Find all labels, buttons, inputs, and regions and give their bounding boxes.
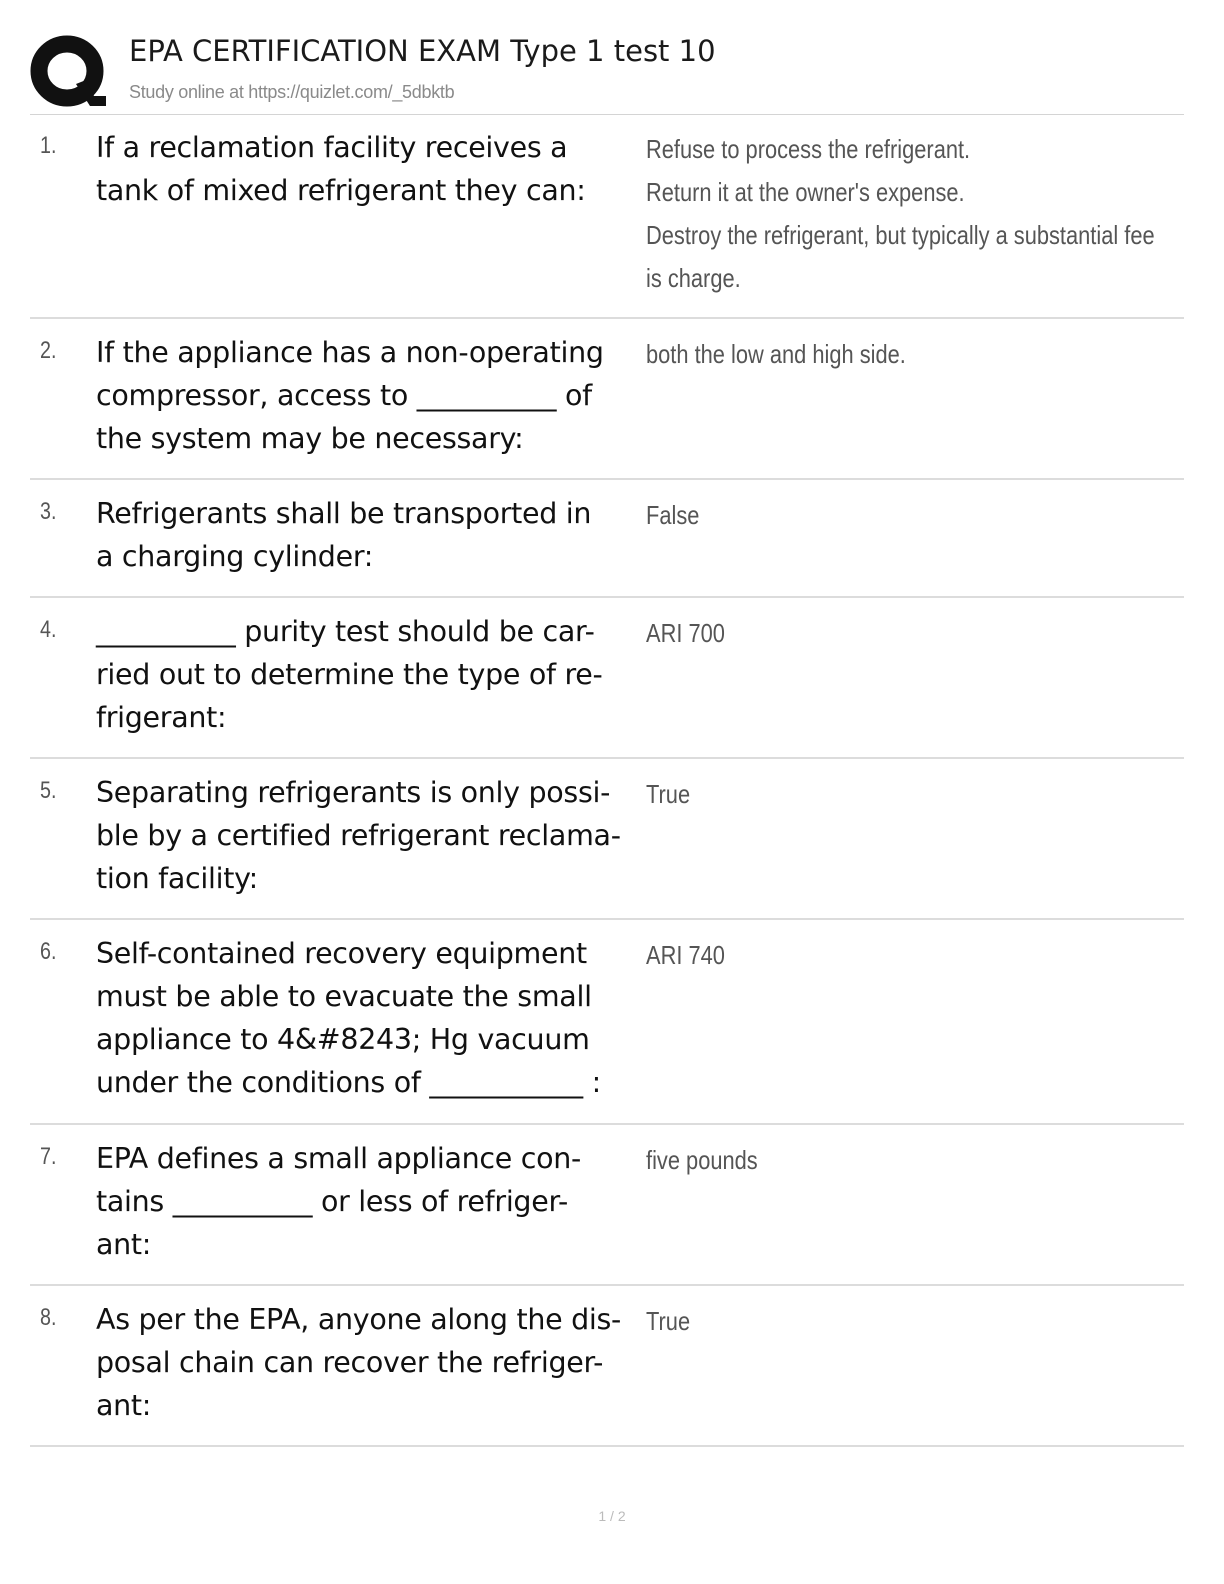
term-line: If the appliance has a non-operating: [96, 336, 604, 369]
card-number: 7.: [40, 1143, 57, 1170]
definition-line: ARI 700: [646, 618, 725, 648]
card-term: [96, 610, 644, 739]
card-term: [96, 492, 644, 578]
term-line: ried out to determine the type of re-: [96, 658, 603, 691]
card-number: 3.: [40, 498, 57, 525]
term-line: tank of mixed refrigerant they can:: [96, 174, 586, 207]
definition-line: ARI 740: [646, 940, 725, 970]
term-line: As per the EPA, anyone along the dis-: [96, 1303, 622, 1336]
page-indicator: 1 / 2: [598, 1508, 626, 1524]
definition-line: Destroy the refrigerant, but typically a substantial fee: [646, 220, 1155, 250]
study-online-link[interactable]: Study online at https://quizlet.com/_5dbktb: [129, 82, 455, 102]
flashcard-row: [30, 759, 1184, 920]
card-definition: [646, 1139, 1100, 1182]
term-line: ant:: [96, 1389, 152, 1422]
term-line: EPA defines a small appliance con-: [96, 1142, 582, 1175]
definition-line: is charge.: [646, 263, 741, 293]
term-line: appliance to 4&#8243; Hg vacuum: [96, 1023, 590, 1056]
card-term: [96, 1137, 644, 1266]
term-line: compressor, access to __________ of: [96, 379, 592, 412]
card-number: 8.: [40, 1304, 57, 1331]
card-definition: [646, 494, 1100, 537]
definition-line: five pounds: [646, 1145, 758, 1175]
term-line: under the conditions of ___________ :: [96, 1066, 601, 1099]
card-number: 4.: [40, 616, 57, 643]
card-term: [96, 331, 644, 460]
card-number: 5.: [40, 777, 57, 804]
definition-line: True: [646, 779, 691, 809]
definition-line: True: [646, 1306, 691, 1336]
term-line: Refrigerants shall be transported in: [96, 497, 592, 530]
card-definition: [646, 128, 1155, 300]
term-line: If a reclamation facility receives a: [96, 131, 568, 164]
term-line: Separating refrigerants is only possi-: [96, 776, 611, 809]
term-line: must be able to evacuate the small: [96, 980, 592, 1013]
flashcard-row: [30, 1286, 1184, 1447]
term-line: tains __________ or less of refriger-: [96, 1185, 569, 1218]
card-term: [96, 126, 644, 212]
card-term: [96, 771, 644, 900]
term-line: tion facility:: [96, 862, 258, 895]
flashcard-row: [30, 598, 1184, 759]
card-term: [96, 1298, 644, 1427]
definition-line: Return it at the owner's expense.: [646, 177, 965, 207]
term-line: a charging cylinder:: [96, 540, 374, 573]
term-line: ant:: [96, 1228, 152, 1261]
flashcard-row: [30, 1125, 1184, 1286]
card-definition: [646, 934, 1100, 977]
quizlet-q-logo-icon: [30, 32, 110, 112]
term-line: ble by a certified refrigerant reclama-: [96, 819, 621, 852]
flashcard-row: [30, 114, 1184, 319]
page-title: EPA CERTIFICATION EXAM Type 1 test 10: [129, 34, 716, 68]
flashcard-row: [30, 920, 1184, 1125]
definition-line: False: [646, 500, 700, 530]
card-number: 1.: [40, 132, 57, 159]
flashcard-row: [30, 480, 1184, 598]
term-line: frigerant:: [96, 701, 227, 734]
card-definition: [646, 333, 1100, 376]
card-number: 2.: [40, 337, 57, 364]
definition-line: Refuse to process the refrigerant.: [646, 134, 971, 164]
card-definition: [646, 773, 1100, 816]
term-line: Self-contained recovery equipment: [96, 937, 587, 970]
term-line: posal chain can recover the refriger-: [96, 1346, 604, 1379]
term-line: the system may be necessary:: [96, 422, 524, 455]
page-header: [30, 28, 1184, 115]
card-definition: [646, 612, 1100, 655]
flashcard-list: [30, 114, 1184, 1447]
card-term: [96, 932, 644, 1104]
card-definition: [646, 1300, 1100, 1343]
term-line: __________ purity test should be car-: [96, 615, 595, 648]
flashcard-row: [30, 319, 1184, 480]
definition-line: both the low and high side.: [646, 339, 906, 369]
card-number: 6.: [40, 938, 57, 965]
